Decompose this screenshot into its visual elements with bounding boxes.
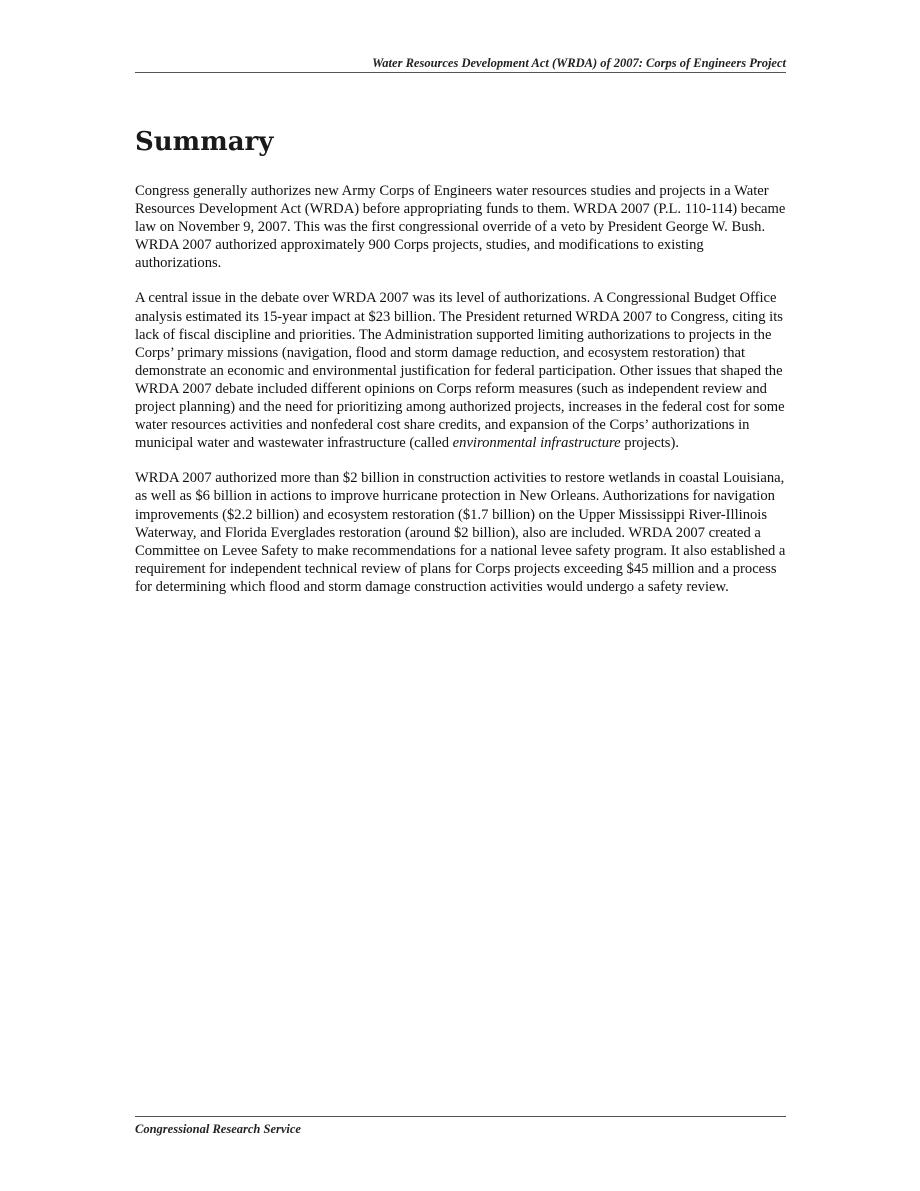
paragraph-2-emphasis: environmental infrastructure: [452, 435, 621, 452]
running-footer-organization: Congressional Research Service: [135, 1122, 301, 1136]
paragraph-2-text-after: projects).: [620, 435, 679, 452]
summary-paragraph-1: Congress generally authorizes new Army Corps of Engineers water resources studies and projects in a Water Resources Development Act (WRDA) before appropriating funds to them. WRDA 2007 (P.L. 110-114) became law on November 9, 2007. This was the first congressional override of a veto by President George W. Bush. WRDA 2007 authorized approximately 900 Corps projects, studies, and modifications to existing authorizations.: [135, 183, 786, 272]
main-content: [135, 124, 786, 613]
paragraph-2-text-before: A central issue in the debate over WRDA 2007 was its level of authorizations. A Congressional Budget Office analysis estimated its 15-year impact at $23 billion. The President returned WRDA 2007 to Congress, citing its lack of fiscal discipline and priorities. The Administration supported limiting authorizations to projects in the Corps’ primary missions (navigation, flood and storm damage reduction, and ecosystem restoration) that demonstrate an economic and environmental justification for federal participation. Other issues that shaped the WRDA 2007 debate included different opinions on Corps reform measures (such as independent review and project planning) and the need for prioritizing among authorized projects, increases in the federal cost for some water resources activities and nonfederal cost share credits, and expansion of the Corps’ authorizations in municipal water and wastewater infrastructure (called: [135, 290, 785, 452]
section-heading: Summary: [135, 127, 274, 157]
footer-rule: [135, 1116, 786, 1117]
summary-paragraph-3: WRDA 2007 authorized more than $2 billion in construction activities to restore wetlands in coastal Louisiana, as well as $6 billion in actions to improve hurricane protection in New Orleans. Authorizations for navigation improvements ($2.2 billion) and ecosystem restoration ($1.7 billion) on the Upper Mississippi River-Illinois Waterway, and Florida Everglades restoration (around $2 billion), also are included. WRDA 2007 created a Committee on Levee Safety to make recommendations for a national levee safety program. It also established a requirement for independent technical review of plans for Corps projects exceeding $45 million and a process for determining which flood and storm damage construction activities would undergo a safety review.: [135, 470, 786, 595]
header-rule: [135, 72, 786, 73]
running-header-title: Water Resources Development Act (WRDA) of 2007: Corps of Engineers Project: [372, 56, 786, 70]
summary-paragraph-2: [135, 289, 786, 452]
